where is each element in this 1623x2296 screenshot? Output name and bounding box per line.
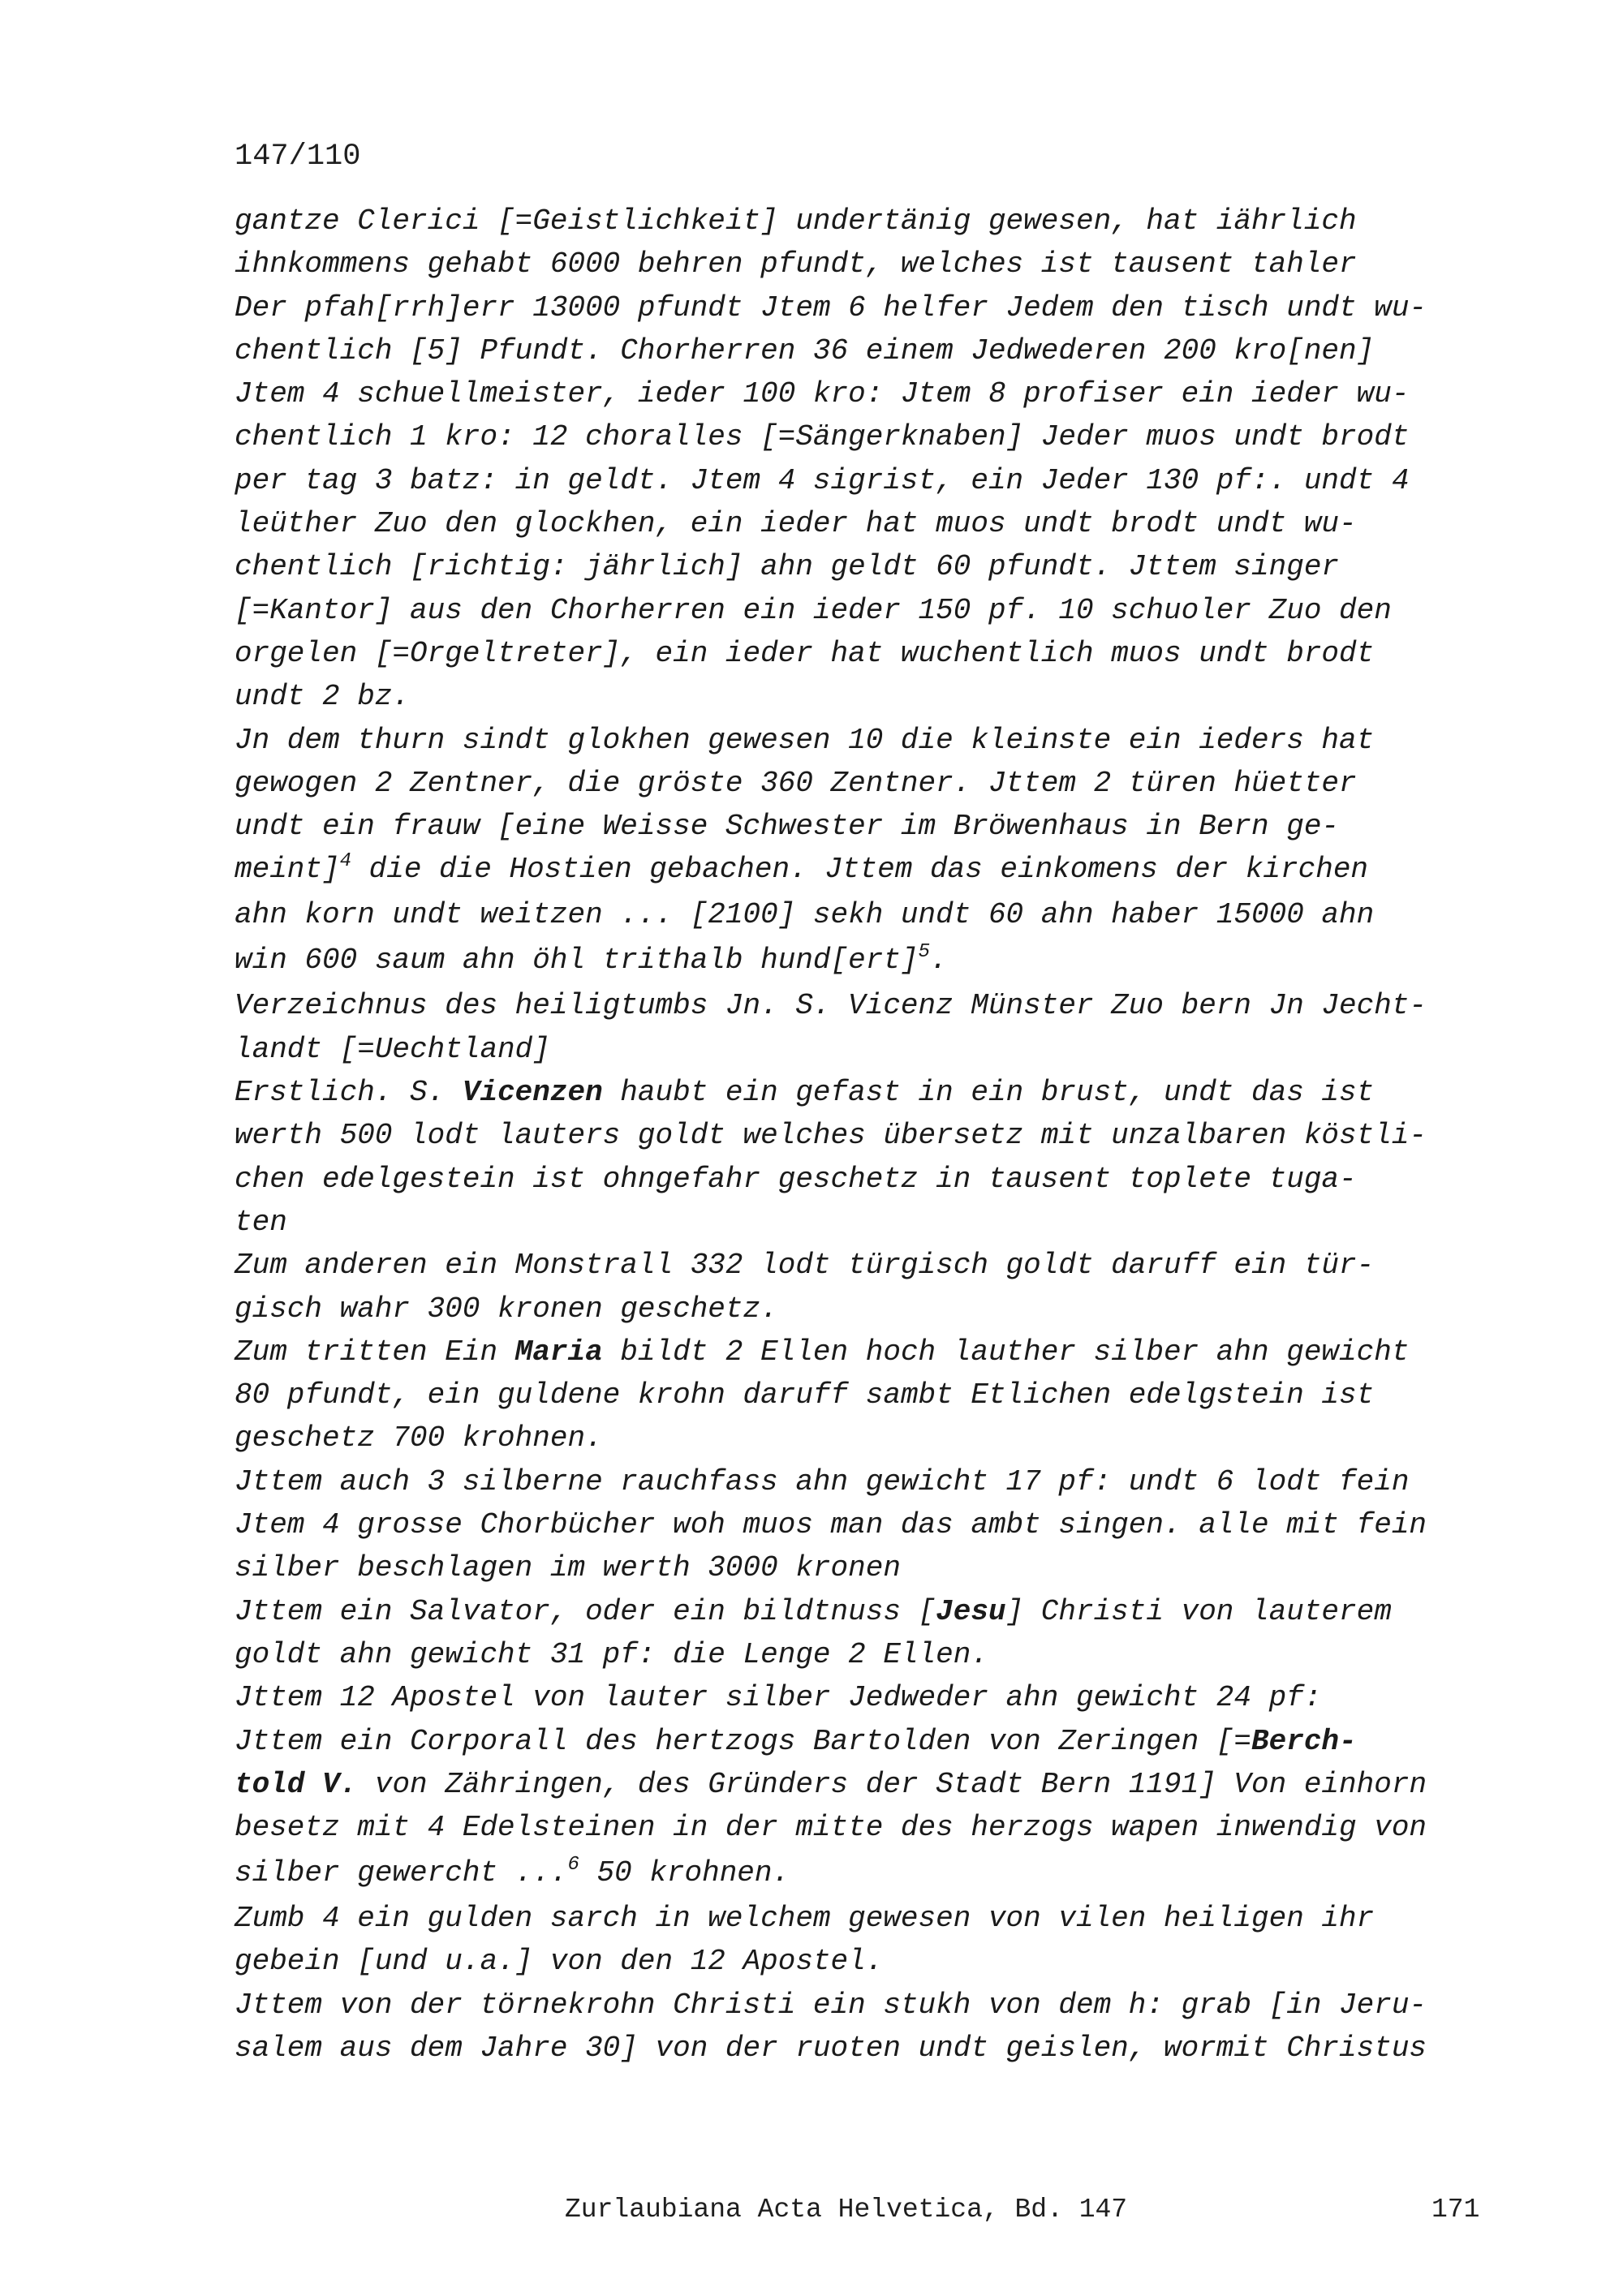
text-line	[235, 1071, 1500, 1114]
text-segment: meint]	[235, 853, 340, 887]
text-segment: Zumb 4 ein gulden sarch in welchem gewesen von vilen heiligen ihr	[235, 1902, 1375, 1936]
text-segment: Erstlich. S.	[235, 1076, 463, 1110]
text-line	[235, 1676, 1500, 1719]
text-line	[235, 1374, 1500, 1417]
text-segment: [=Kantor] aus den Chorherren ein ieder 150 pf. 10 schuoler Zuo den	[235, 593, 1392, 627]
text-line	[235, 893, 1500, 939]
text-line	[235, 545, 1500, 588]
text-segment: ten	[235, 1205, 287, 1239]
text-segment: undt ein frauw [eine Weisse Schwester im Bröwenhaus in Bern ge-	[235, 810, 1340, 844]
text-segment: Verzeichnus des heiligtumbs Jn. S. Vicenz Münster Zuo bern Jn Jecht-	[235, 989, 1427, 1023]
text-line	[235, 2027, 1500, 2070]
text-segment: Jn dem thurn sindt glokhen gewesen 10 die kleinste ein ieders hat	[235, 723, 1375, 757]
text-line	[235, 1417, 1500, 1460]
text-line	[235, 1114, 1500, 1157]
text-line	[235, 1546, 1500, 1589]
text-segment: geschetz 700 krohnen.	[235, 1421, 603, 1455]
text-line	[235, 372, 1500, 415]
text-line	[235, 719, 1500, 762]
text-segment: silber beschlagen im werth 3000 kronen	[235, 1551, 901, 1585]
text-line	[235, 1028, 1500, 1071]
text-line	[235, 459, 1500, 502]
emphasis-name: Berch-	[1251, 1724, 1357, 1758]
text-segment: Jtem 4 grosse Chorbücher woh muos man das ambt singen. alle mit fein	[235, 1508, 1427, 1542]
text-segment: win 600 saum ahn öhl trithalb hund[ert]	[235, 944, 919, 978]
text-segment: Zum tritten Ein	[235, 1335, 515, 1369]
text-segment: Der pfah[rrh]err 13000 pfundt Jtem 6 helfer Jedem den tisch undt wu-	[235, 290, 1427, 325]
text-segment: .	[929, 944, 948, 978]
text-line	[235, 243, 1500, 286]
text-line	[235, 675, 1500, 718]
text-segment: gewogen 2 Zentner, die gröste 360 Zentner. Jttem 2 türen hüetter	[235, 766, 1357, 800]
body-text	[235, 200, 1500, 2070]
text-segment: silber gewercht ...	[235, 1856, 568, 1890]
text-line	[235, 1158, 1500, 1201]
text-line	[235, 415, 1500, 458]
text-segment: besetz mit 4 Edelsteinen in der mitte des herzogs wapen inwendig von	[235, 1811, 1427, 1845]
emphasis-name: Jesu	[936, 1594, 1006, 1628]
text-segment: von Zähringen, des Gründers der Stadt Bern 1191] Von einhorn	[357, 1767, 1427, 1801]
text-segment: Jtem 4 schuellmeister, ieder 100 kro: Jtem 8 profiser ein ieder wu-	[235, 377, 1410, 411]
text-line	[235, 1590, 1500, 1633]
text-line	[235, 1984, 1500, 2027]
text-segment: ahn korn undt weitzen ... [2100] sekh undt 60 ahn haber 15000 ahn	[235, 898, 1375, 932]
text-segment: ihnkommens gehabt 6000 behren pfundt, welches ist tausent tahler	[235, 247, 1357, 282]
text-segment: goldt ahn gewicht 31 pf: die Lenge 2 Ellen.	[235, 1637, 988, 1671]
footnote-marker: 4	[339, 850, 352, 873]
text-segment: die die Hostien gebachen. Jttem das einkomens der kirchen	[351, 853, 1369, 887]
text-line	[235, 1851, 1500, 1897]
text-line	[235, 1460, 1500, 1503]
text-line	[235, 1503, 1500, 1546]
text-line	[235, 502, 1500, 545]
emphasis-name: told V.	[235, 1767, 358, 1801]
text-line	[235, 286, 1500, 329]
text-line	[235, 984, 1500, 1027]
footer-title: Zurlaubiana Acta Helvetica, Bd. 147	[565, 2195, 1128, 2225]
text-line	[235, 1331, 1500, 1374]
page-number: 171	[1431, 2195, 1480, 2225]
text-segment: undt 2 bz.	[235, 680, 411, 714]
text-segment: Jttem ein Corporall des hertzogs Bartolden von Zeringen [=	[235, 1724, 1252, 1758]
text-segment: Jttem ein Salvator, oder ein bildtnuss [	[235, 1594, 936, 1628]
text-segment: leüther Zuo den glockhen, ein ieder hat muos undt brodt undt wu-	[235, 507, 1357, 541]
text-segment: haubt ein gefast in ein brust, undt das ist	[602, 1076, 1375, 1110]
text-line	[235, 1244, 1500, 1287]
text-line	[235, 200, 1500, 243]
text-line	[235, 762, 1500, 805]
text-segment: per tag 3 batz: in geldt. Jtem 4 sigrist, ein Jeder 130 pf:. undt 4	[235, 463, 1410, 497]
text-line	[235, 329, 1500, 372]
text-segment: Jttem 12 Apostel von lauter silber Jedweder ahn gewicht 24 pf:	[235, 1681, 1322, 1715]
text-line	[235, 1720, 1500, 1763]
text-segment: Jttem auch 3 silberne rauchfass ahn gewicht 17 pf: undt 6 lodt fein	[235, 1464, 1410, 1498]
text-segment: chentlich 1 kro: 12 choralles [=Sängerknaben] Jeder muos undt brodt	[235, 420, 1410, 454]
text-line	[235, 1201, 1500, 1244]
text-segment: werth 500 lodt lauters goldt welches übersetz mit unzalbaren köstli-	[235, 1119, 1427, 1153]
text-line	[235, 1288, 1500, 1331]
text-line	[235, 589, 1500, 632]
text-line	[235, 939, 1500, 984]
text-line	[235, 805, 1500, 848]
text-segment: chen edelgestein ist ohngefahr geschetz in tausent toplete tuga-	[235, 1162, 1357, 1196]
text-line	[235, 1633, 1500, 1676]
text-segment: Zum anderen ein Monstrall 332 lodt türgisch goldt daruff ein tür-	[235, 1249, 1375, 1283]
text-segment: bildt 2 Ellen hoch lauther silber ahn gewicht	[602, 1335, 1410, 1369]
emphasis-name: Vicenzen	[462, 1076, 603, 1110]
footnote-marker: 6	[567, 1854, 579, 1877]
emphasis-name: Maria	[514, 1335, 603, 1369]
footnote-marker: 5	[918, 941, 930, 964]
page-reference: 147/110	[235, 140, 361, 174]
text-line	[235, 632, 1500, 675]
text-segment: chentlich [richtig: jährlich] ahn geldt 60 pfundt. Jttem singer	[235, 550, 1340, 584]
text-line	[235, 848, 1500, 893]
text-segment: chentlich [5] Pfundt. Chorherren 36 einem Jedwederen 200 kro[nen]	[235, 333, 1375, 368]
text-segment: 80 pfundt, ein guldene krohn daruff sambt Etlichen edelgstein ist	[235, 1378, 1375, 1412]
text-segment: ] Christi von lauterem	[1005, 1594, 1392, 1628]
text-segment: orgelen [=Orgeltreter], ein ieder hat wuchentlich muos undt brodt	[235, 636, 1375, 670]
text-line	[235, 1897, 1500, 1940]
text-segment: Jttem von der törnekrohn Christi ein stukh von dem h: grab [in Jeru-	[235, 1988, 1427, 2022]
text-line	[235, 1763, 1500, 1806]
text-segment: gebein [und u.a.] von den 12 Apostel.	[235, 1945, 884, 1979]
text-segment: gisch wahr 300 kronen geschetz.	[235, 1292, 778, 1326]
text-segment: gantze Clerici [=Geistlichkeit] undertänig gewesen, hat iährlich	[235, 204, 1357, 238]
text-line	[235, 1940, 1500, 1983]
text-segment: salem aus dem Jahre 30] von der ruoten undt geislen, wormit Christus	[235, 2031, 1427, 2065]
text-segment: 50 krohnen.	[579, 1856, 790, 1890]
text-segment: landt [=Uechtland]	[235, 1032, 550, 1066]
text-line	[235, 1806, 1500, 1851]
